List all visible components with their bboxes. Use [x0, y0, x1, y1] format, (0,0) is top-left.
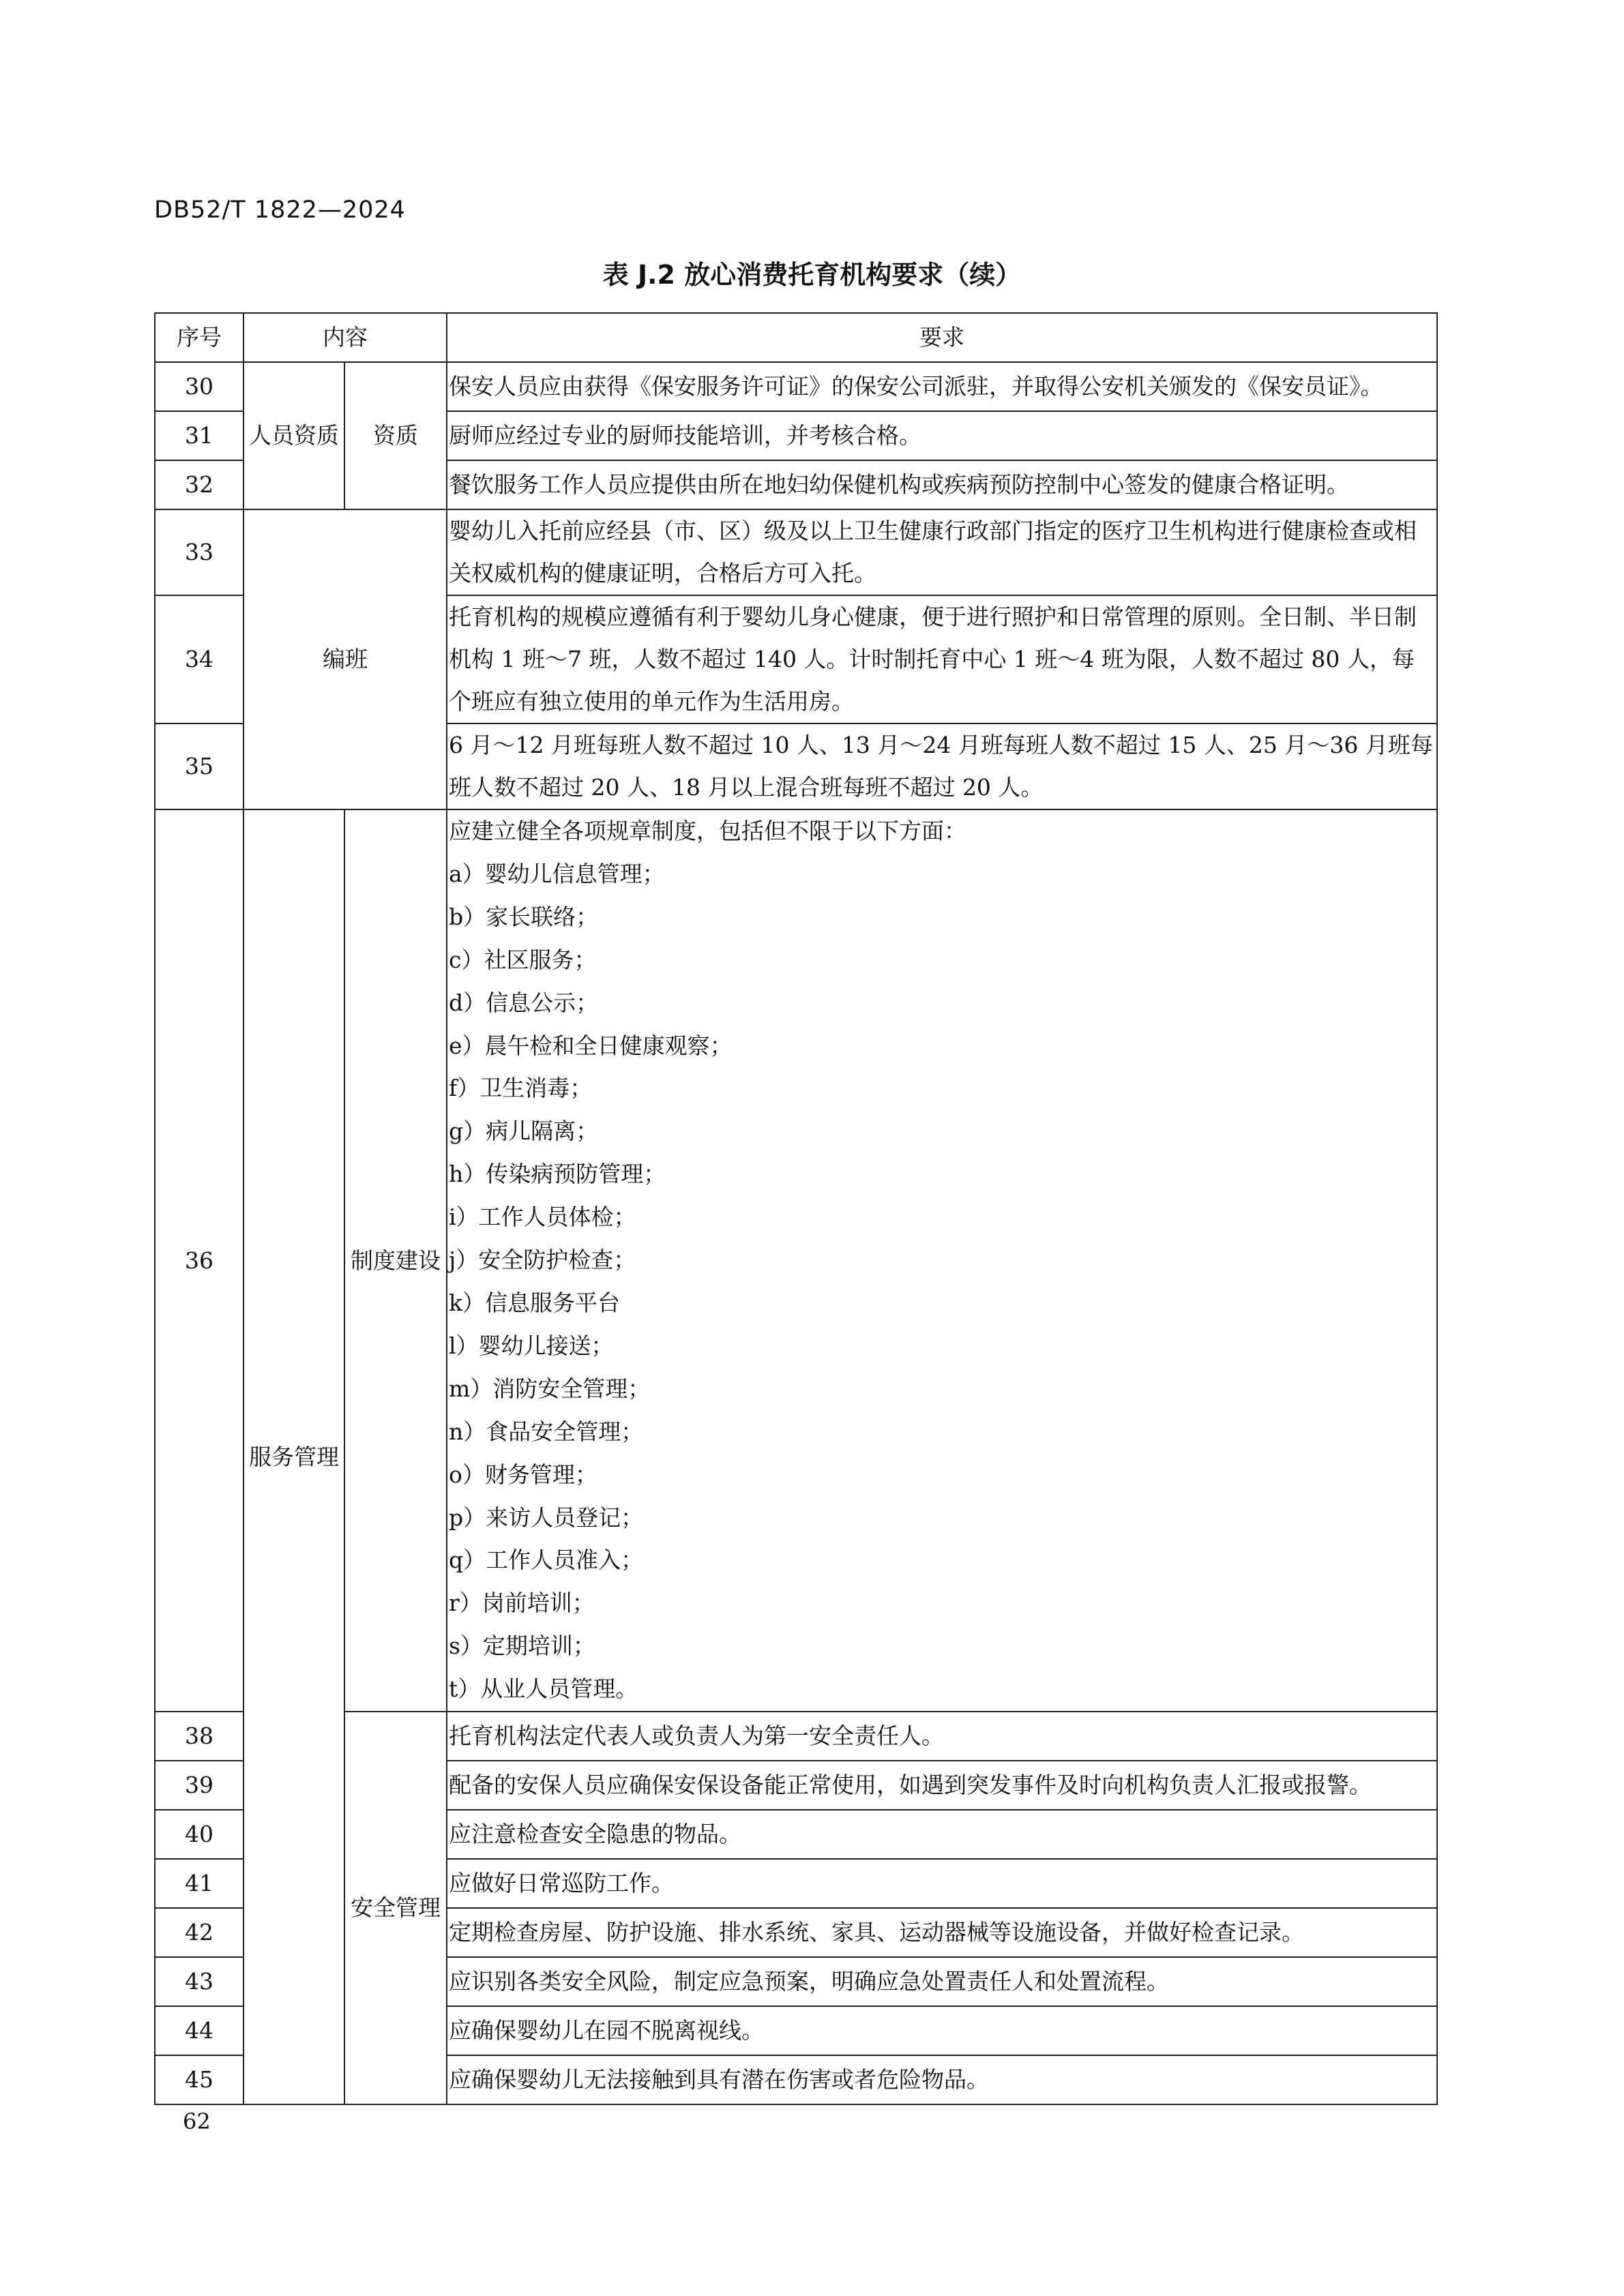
table-header-row	[155, 313, 1437, 362]
list-item: j）安全防护检查；	[449, 1247, 636, 1274]
list-item: c）社区服务；	[449, 946, 597, 973]
row-number: 38	[155, 1712, 243, 1761]
page-number: 62	[183, 2108, 211, 2134]
category-class-organization: 编班	[243, 509, 447, 809]
requirement-text: 应识别各类安全风险，制定应急预案，明确应急处置责任人和处置流程。	[447, 1957, 1437, 2006]
category-personnel: 人员资质	[243, 362, 344, 509]
row-number: 34	[155, 595, 243, 724]
subcategory-qualification: 资质	[344, 362, 447, 509]
list-item: m）消防安全管理；	[449, 1375, 651, 1402]
requirement-text: 保安人员应由获得《保安服务许可证》的保安公司派驻，并取得公安机关颁发的《保安员证》。	[447, 362, 1437, 411]
requirement-text: 托育机构的规模应遵循有利于婴幼儿身心健康，便于进行照护和日常管理的原则。全日制、半日制机构 1 班～7 班，人数不超过 140 人。计时制托育中心 1 班～4 班为限，人数不超过 80 人，每个班应有独立使用的单元作为生活用房。	[447, 595, 1437, 724]
list-item: h）传染病预防管理；	[449, 1161, 666, 1188]
requirement-text: 6 月～12 月班每班人数不超过 10 人、13 月～24 月班每班人数不超过 15 人、25 月～36 月班每班人数不超过 20 人、18 月以上混合班每班不超过 20 人。	[447, 724, 1437, 809]
row-number: 44	[155, 2006, 243, 2055]
requirement-text: 厨师应经过专业的厨师技能培训，并考核合格。	[447, 411, 1437, 460]
list-item: e）晨午检和全日健康观察；	[449, 1032, 733, 1059]
row-number: 45	[155, 2055, 243, 2104]
requirement-text: 餐饮服务工作人员应提供由所在地妇幼保健机构或疾病预防控制中心签发的健康合格证明。	[447, 460, 1437, 509]
table-row	[155, 809, 1437, 1712]
list-item: l）婴幼儿接送；	[449, 1332, 614, 1359]
row-number: 30	[155, 362, 243, 411]
requirement-text: 应注意检查安全隐患的物品。	[447, 1810, 1437, 1859]
table-row	[155, 509, 1437, 595]
list-item: d）信息公示；	[449, 989, 599, 1016]
list-item: k）信息服务平台	[449, 1289, 620, 1316]
list-item: a）婴幼儿信息管理；	[449, 860, 665, 887]
row-number: 42	[155, 1908, 243, 1957]
requirement-text: 定期检查房屋、防护设施、排水系统、家具、运动器械等设施设备，并做好检查记录。	[447, 1908, 1437, 1957]
row-number: 43	[155, 1957, 243, 2006]
row-number: 32	[155, 460, 243, 509]
requirements-table	[154, 312, 1438, 2105]
document-code: DB52/T 1822—2024	[154, 196, 406, 224]
row-number: 36	[155, 809, 243, 1712]
list-item: r）岗前培训；	[449, 1590, 595, 1617]
requirement-list	[447, 809, 1437, 1712]
requirement-text: 应做好日常巡防工作。	[447, 1859, 1437, 1908]
category-service-management: 服务管理	[243, 809, 344, 2104]
list-item: b）家长联络；	[449, 903, 599, 930]
table-row	[155, 362, 1437, 411]
subcategory-safety-management: 安全管理	[344, 1712, 447, 2104]
row-number: 35	[155, 724, 243, 809]
requirement-text: 应确保婴幼儿在园不脱离视线。	[447, 2006, 1437, 2055]
list-items	[449, 853, 1436, 1711]
list-item: n）食品安全管理；	[449, 1418, 644, 1445]
requirement-text: 托育机构法定代表人或负责人为第一安全责任人。	[447, 1712, 1437, 1761]
list-item: f）卫生消毒；	[449, 1075, 593, 1102]
header-content: 内容	[243, 313, 447, 362]
table-title: 表 J.2 放心消费托育机构要求（续）	[602, 260, 1022, 290]
row-number: 39	[155, 1761, 243, 1810]
subcategory-system-building: 制度建设	[344, 809, 447, 1712]
list-intro: 应建立健全各项规章制度，包括但不限于以下方面：	[449, 818, 966, 844]
list-item: o）财务管理；	[449, 1461, 597, 1488]
row-number: 33	[155, 509, 243, 595]
list-item: g）病儿隔离；	[449, 1118, 599, 1145]
header-requirement: 要求	[447, 313, 1437, 362]
list-item: q）工作人员准入；	[449, 1547, 644, 1574]
requirement-text: 配备的安保人员应确保安保设备能正常使用，如遇到突发事件及时向机构负责人汇报或报警。	[447, 1761, 1437, 1810]
row-number: 41	[155, 1859, 243, 1908]
table-row	[155, 1712, 1437, 1761]
requirement-text: 应确保婴幼儿无法接触到具有潜在伤害或者危险物品。	[447, 2055, 1437, 2104]
header-no: 序号	[155, 313, 243, 362]
requirement-text: 婴幼儿入托前应经县（市、区）级及以上卫生健康行政部门指定的医疗卫生机构进行健康检查或相关权威机构的健康证明，合格后方可入托。	[447, 509, 1437, 595]
row-number: 40	[155, 1810, 243, 1859]
list-item: t）从业人员管理。	[449, 1675, 638, 1703]
list-item: s）定期培训；	[449, 1632, 595, 1660]
list-item: p）来访人员登记；	[449, 1504, 644, 1531]
list-item: i）工作人员体检；	[449, 1204, 636, 1231]
row-number: 31	[155, 411, 243, 460]
